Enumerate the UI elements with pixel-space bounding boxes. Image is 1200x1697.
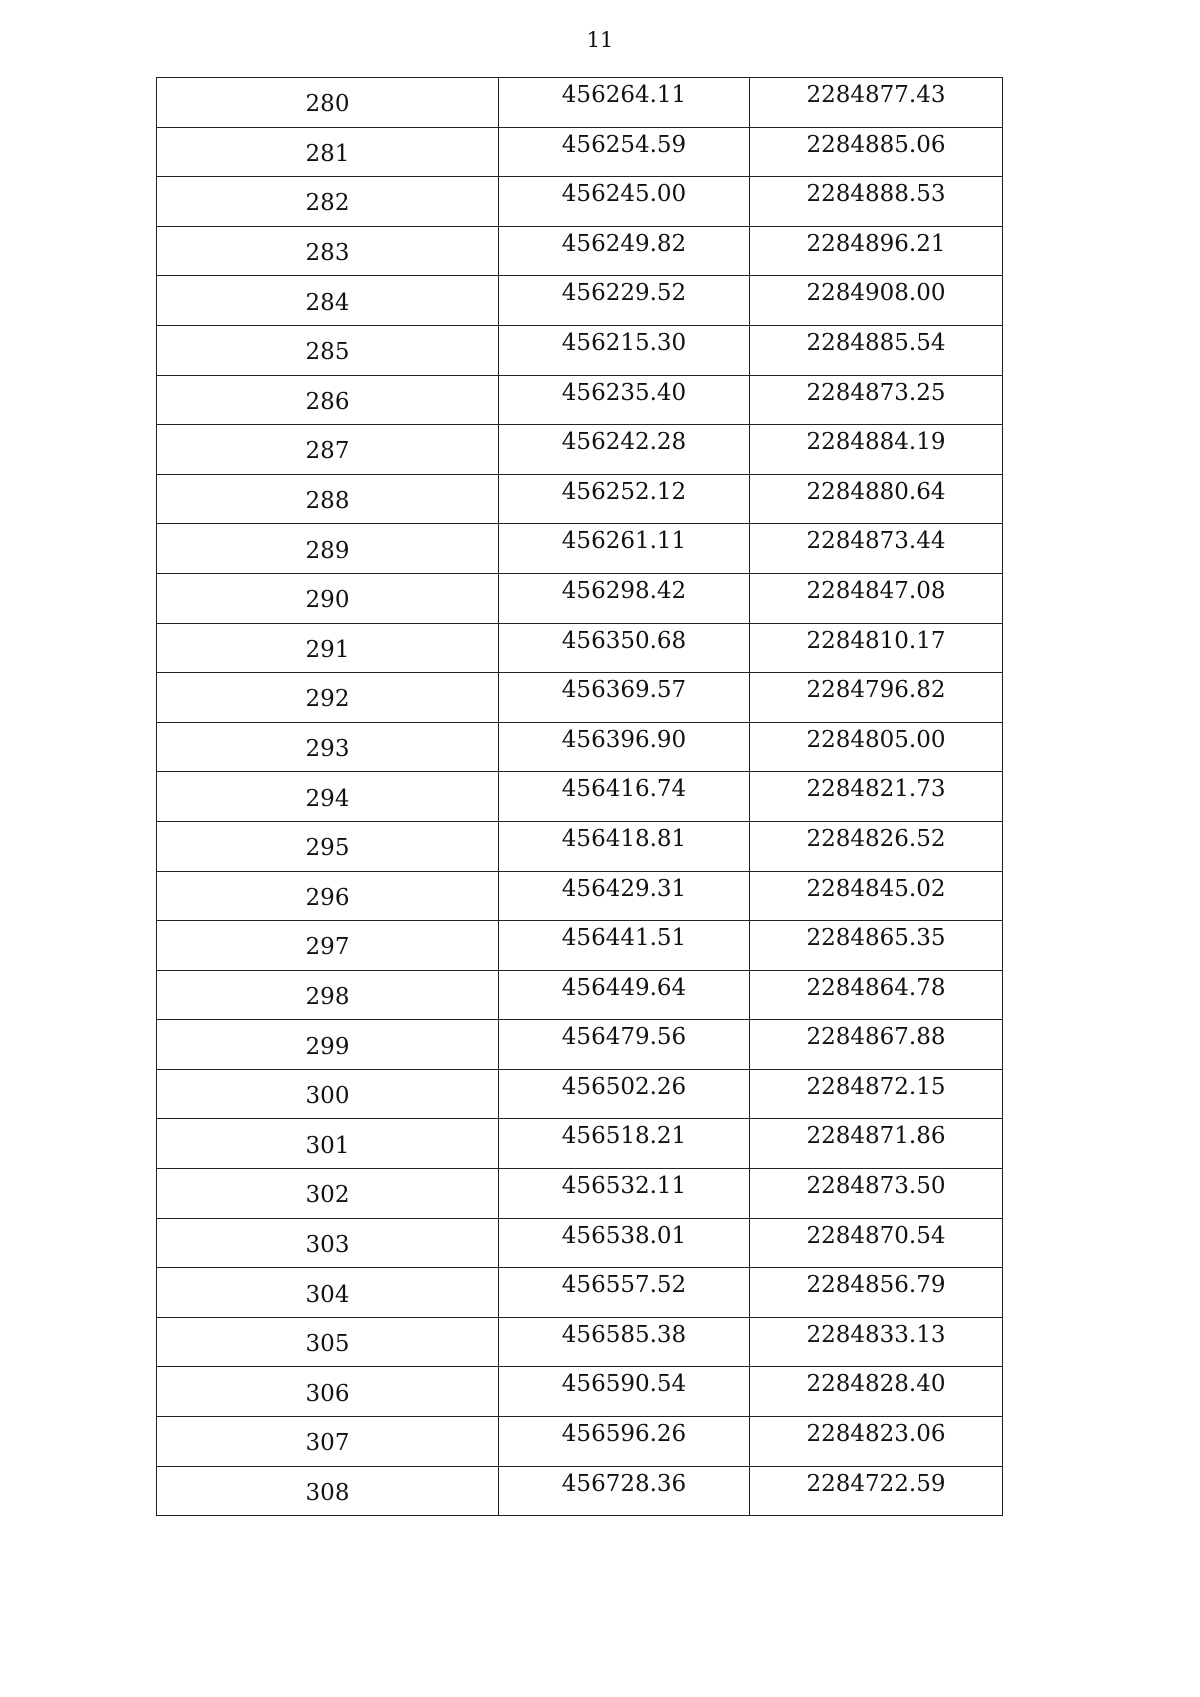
x-coordinate-cell: 456254.59 (499, 127, 750, 177)
table-row (157, 1020, 1003, 1070)
x-coordinate-cell: 456298.42 (499, 573, 750, 623)
x-coordinate-cell: 456590.54 (499, 1367, 750, 1417)
point-number-cell: 299 (157, 1020, 499, 1070)
table-row (157, 1069, 1003, 1119)
x-coordinate-cell: 456229.52 (499, 276, 750, 326)
x-coordinate-cell: 456728.36 (499, 1466, 750, 1516)
point-number-cell: 288 (157, 474, 499, 524)
point-number-cell: 292 (157, 673, 499, 723)
point-number-cell: 296 (157, 871, 499, 921)
y-coordinate-cell: 2284865.35 (750, 921, 1003, 971)
point-number-cell: 306 (157, 1367, 499, 1417)
point-number-cell: 281 (157, 127, 499, 177)
coordinates-table-body (157, 78, 1003, 1516)
point-number-cell: 300 (157, 1069, 499, 1119)
point-number-cell: 308 (157, 1466, 499, 1516)
x-coordinate-cell: 456369.57 (499, 673, 750, 723)
point-number-cell: 283 (157, 226, 499, 276)
x-coordinate-cell: 456416.74 (499, 772, 750, 822)
y-coordinate-cell: 2284873.44 (750, 524, 1003, 574)
y-coordinate-cell: 2284873.25 (750, 375, 1003, 425)
x-coordinate-cell: 456264.11 (499, 78, 750, 128)
x-coordinate-cell: 456585.38 (499, 1317, 750, 1367)
x-coordinate-cell: 456596.26 (499, 1417, 750, 1467)
x-coordinate-cell: 456557.52 (499, 1268, 750, 1318)
point-number-cell: 294 (157, 772, 499, 822)
x-coordinate-cell: 456418.81 (499, 821, 750, 871)
y-coordinate-cell: 2284885.06 (750, 127, 1003, 177)
table-row (157, 623, 1003, 673)
page-number: 11 (586, 28, 614, 52)
y-coordinate-cell: 2284845.02 (750, 871, 1003, 921)
point-number-cell: 305 (157, 1317, 499, 1367)
table-row (157, 673, 1003, 723)
x-coordinate-cell: 456350.68 (499, 623, 750, 673)
x-coordinate-cell: 456252.12 (499, 474, 750, 524)
x-coordinate-cell: 456242.28 (499, 425, 750, 475)
table-row (157, 524, 1003, 574)
y-coordinate-cell: 2284847.08 (750, 573, 1003, 623)
point-number-cell: 298 (157, 970, 499, 1020)
point-number-cell: 285 (157, 325, 499, 375)
point-number-cell: 289 (157, 524, 499, 574)
table-row (157, 1169, 1003, 1219)
table-row (157, 722, 1003, 772)
x-coordinate-cell: 456479.56 (499, 1020, 750, 1070)
x-coordinate-cell: 456396.90 (499, 722, 750, 772)
table-row (157, 375, 1003, 425)
table-row (157, 474, 1003, 524)
point-number-cell: 293 (157, 722, 499, 772)
table-row (157, 1367, 1003, 1417)
y-coordinate-cell: 2284810.17 (750, 623, 1003, 673)
y-coordinate-cell: 2284805.00 (750, 722, 1003, 772)
point-number-cell: 286 (157, 375, 499, 425)
y-coordinate-cell: 2284821.73 (750, 772, 1003, 822)
y-coordinate-cell: 2284896.21 (750, 226, 1003, 276)
y-coordinate-cell: 2284871.86 (750, 1119, 1003, 1169)
y-coordinate-cell: 2284826.52 (750, 821, 1003, 871)
y-coordinate-cell: 2284864.78 (750, 970, 1003, 1020)
point-number-cell: 280 (157, 78, 499, 128)
point-number-cell: 307 (157, 1417, 499, 1467)
x-coordinate-cell: 456532.11 (499, 1169, 750, 1219)
y-coordinate-cell: 2284870.54 (750, 1218, 1003, 1268)
y-coordinate-cell: 2284823.06 (750, 1417, 1003, 1467)
point-number-cell: 287 (157, 425, 499, 475)
y-coordinate-cell: 2284796.82 (750, 673, 1003, 723)
x-coordinate-cell: 456261.11 (499, 524, 750, 574)
point-number-cell: 282 (157, 177, 499, 227)
table-row (157, 970, 1003, 1020)
table-row (157, 573, 1003, 623)
table-row (157, 821, 1003, 871)
table-row (157, 78, 1003, 128)
table-row (157, 276, 1003, 326)
point-number-cell: 290 (157, 573, 499, 623)
y-coordinate-cell: 2284884.19 (750, 425, 1003, 475)
point-number-cell: 297 (157, 921, 499, 971)
y-coordinate-cell: 2284888.53 (750, 177, 1003, 227)
table-row (157, 1417, 1003, 1467)
coordinates-table (156, 77, 1003, 1516)
y-coordinate-cell: 2284833.13 (750, 1317, 1003, 1367)
x-coordinate-cell: 456235.40 (499, 375, 750, 425)
point-number-cell: 303 (157, 1218, 499, 1268)
y-coordinate-cell: 2284877.43 (750, 78, 1003, 128)
x-coordinate-cell: 456449.64 (499, 970, 750, 1020)
table-row (157, 226, 1003, 276)
point-number-cell: 284 (157, 276, 499, 326)
point-number-cell: 291 (157, 623, 499, 673)
x-coordinate-cell: 456441.51 (499, 921, 750, 971)
y-coordinate-cell: 2284873.50 (750, 1169, 1003, 1219)
x-coordinate-cell: 456502.26 (499, 1069, 750, 1119)
y-coordinate-cell: 2284908.00 (750, 276, 1003, 326)
y-coordinate-cell: 2284856.79 (750, 1268, 1003, 1318)
table-row (157, 1119, 1003, 1169)
x-coordinate-cell: 456518.21 (499, 1119, 750, 1169)
table-row (157, 871, 1003, 921)
table-row (157, 921, 1003, 971)
x-coordinate-cell: 456429.31 (499, 871, 750, 921)
x-coordinate-cell: 456249.82 (499, 226, 750, 276)
y-coordinate-cell: 2284867.88 (750, 1020, 1003, 1070)
table-row (157, 1268, 1003, 1318)
y-coordinate-cell: 2284722.59 (750, 1466, 1003, 1516)
point-number-cell: 304 (157, 1268, 499, 1318)
y-coordinate-cell: 2284872.15 (750, 1069, 1003, 1119)
table-row (157, 772, 1003, 822)
point-number-cell: 295 (157, 821, 499, 871)
table-row (157, 127, 1003, 177)
table-row (157, 1218, 1003, 1268)
table-row (157, 1466, 1003, 1516)
point-number-cell: 301 (157, 1119, 499, 1169)
table-row (157, 177, 1003, 227)
table-row (157, 1317, 1003, 1367)
point-number-cell: 302 (157, 1169, 499, 1219)
x-coordinate-cell: 456215.30 (499, 325, 750, 375)
table-row (157, 325, 1003, 375)
x-coordinate-cell: 456245.00 (499, 177, 750, 227)
table-row (157, 425, 1003, 475)
y-coordinate-cell: 2284885.54 (750, 325, 1003, 375)
x-coordinate-cell: 456538.01 (499, 1218, 750, 1268)
y-coordinate-cell: 2284828.40 (750, 1367, 1003, 1417)
y-coordinate-cell: 2284880.64 (750, 474, 1003, 524)
